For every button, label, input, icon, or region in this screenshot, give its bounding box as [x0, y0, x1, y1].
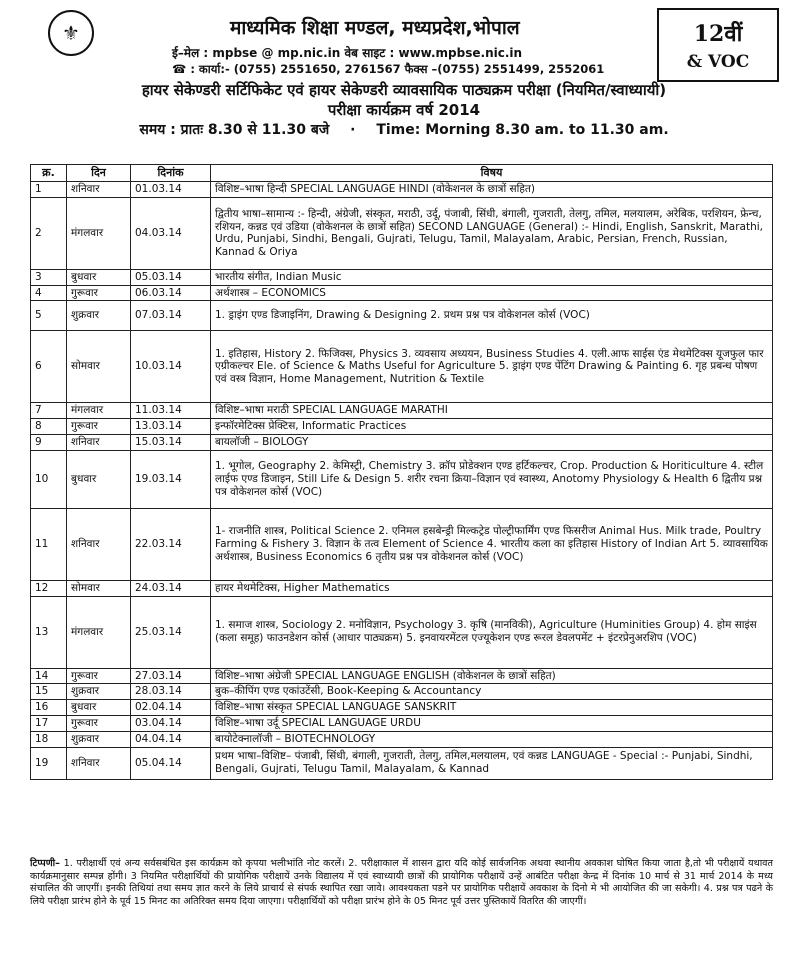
row-sn: 11: [31, 508, 67, 580]
row-day: सोमवार: [67, 580, 131, 596]
row-day: मंगलवार: [67, 596, 131, 668]
row-sn: 7: [31, 403, 67, 419]
row-subject: इन्फॉरमेटिक्स प्रेक्टिस, Informatic Practices: [211, 419, 773, 435]
row-subject: 1. ड्राइंग एण्ड डिजाइनिंग, Drawing & Designing 2. प्रथम प्रश्न पत्र वोकेशनल कोर्स (VOC): [211, 301, 773, 331]
row-day: सोमवार: [67, 331, 131, 403]
row-date: 15.03.14: [131, 434, 211, 450]
table-row: [31, 450, 773, 508]
row-date: 05.04.14: [131, 747, 211, 779]
time-hindi: समय : प्रातः 8.30 से 11.30 बजे: [139, 122, 330, 138]
table-row: [31, 731, 773, 747]
row-day: गुरूवार: [67, 715, 131, 731]
schedule-rows: [31, 182, 773, 780]
notes: [30, 858, 773, 909]
row-day: गुरूवार: [67, 668, 131, 684]
row-date: 27.03.14: [131, 668, 211, 684]
row-subject: विशिष्ट–भाषा संस्कृत SPECIAL LANGUAGE SANSKRIT: [211, 700, 773, 716]
table-row: [31, 301, 773, 331]
row-day: बुधवार: [67, 269, 131, 285]
row-subject: विशिष्ट–भाषा हिन्दी SPECIAL LANGUAGE HINDI (वोकेशनल के छात्रों सहित): [211, 182, 773, 198]
table-row: [31, 403, 773, 419]
row-subject: विशिष्ट–भाषा अंग्रेजी SPECIAL LANGUAGE ENGLISH (वोकेशनल के छात्रों सहित): [211, 668, 773, 684]
row-day: शनिवार: [67, 508, 131, 580]
row-subject: बायोटेक्नालॉजी – BIOTECHNOLOGY: [211, 731, 773, 747]
row-subject: बुक–कीपिंग एण्ड एकांउटेंसी, Book-Keeping & Accountancy: [211, 684, 773, 700]
header-sn: क्र.: [31, 165, 67, 182]
row-sn: 6: [31, 331, 67, 403]
row-sn: 18: [31, 731, 67, 747]
row-subject: द्वितीय भाषा–सामान्य :- हिन्दी, अंग्रेजी, संस्कृत, मराठी, उर्दू, पंजाबी, सिंधी, बंगाली, गुजराती, तेलगु, तमिल, मलयालम, अरेबिक, परशियन, फ्रेन्च, रशियन, कन्नड एवं उडिया (वोकेशनल के छात्रों सहित) SECOND LANGUAGE (General) :- Hindi, English, Sanskrit, Marathi, Urdu, Punjabi, Sindhi, Bengali, Gujrati, Telugu, Tamil, Malayalam, Arabic, Persian, French, Russian, Kannad & Oriya: [211, 197, 773, 269]
row-day: मंगलवार: [67, 403, 131, 419]
header-date: दिनांक: [131, 165, 211, 182]
logo-emblem-icon: ⚜: [62, 21, 80, 45]
row-subject: 1. इतिहास, History 2. फिजिक्स, Physics 3. व्यवसाय अध्ययन, Business Studies 4. एली.आफ साईस एंड मेथमेटिक्स यूजफुल फार एग्रीकल्चर Ele. of Science & Maths Useful for Agriculture 5. ड्राइंग एण्ड पेंटिंग Drawing & Painting 6. गृह प्रबन्ध पोषण एवं वस्त्र विज्ञान, Home Management, Nutrition & Textile: [211, 331, 773, 403]
row-day: शुक्रवार: [67, 301, 131, 331]
class-label: 12वीं: [693, 21, 743, 47]
table-row: [31, 182, 773, 198]
row-subject: अर्थशास्त्र – ECONOMICS: [211, 285, 773, 301]
table-row: [31, 197, 773, 269]
note-text: 1. परीक्षार्थी एवं अन्य सर्वसबंधित इस कार्यक्रम को कृपया भलीभांति नोट करलें। 2. परीक्षाकाल में शासन द्वारा यदि कोई सार्वजनिक अथवा स्थानीय अवकाश घोषित किया जाता है,तो भी परीक्षायें यथावत कार्यक्रमानुसार सम्पन्न होंगी। 3 नियमित परीक्षार्थियों की प्रायोगिक परीक्षायें उनके विद्यालय में एवं स्वाध्यायी छात्रों की प्रायोगिक परीक्षायें उन्हें आबंटित परीक्षा केन्द्र में दिनांक 10 मार्च से 31 मार्च 2014 के मध्य संचालित की जाएगीं। इनकी तिथियां तथा समय ज्ञात करने के लिये प्राचार्य से संपर्क स्थापित रखा जावे। आवश्यकता पडने पर प्रायोगिक परीक्षायें अवकाश के दिनो मे भी आयोजित की जा सकेगी। 4. प्रश्न पत्र पढने के लिये परीक्षा प्रारंभ होने के पूर्व 15 मिनट का अतिरिक्त समय दिया जाएगा। परीक्षार्थियों को परीक्षा प्रारंभ होने के 05 मिनट पूर्व उत्तर पुस्तिकायें वितरित की जाएगीं।: [30, 858, 773, 907]
table-row: [31, 419, 773, 435]
row-date: 02.04.14: [131, 700, 211, 716]
row-sn: 3: [31, 269, 67, 285]
table-row: [31, 684, 773, 700]
row-day: शनिवार: [67, 747, 131, 779]
row-date: 05.03.14: [131, 269, 211, 285]
row-date: 04.04.14: [131, 731, 211, 747]
class-box: [657, 8, 779, 82]
row-sn: 2: [31, 197, 67, 269]
row-sn: 12: [31, 580, 67, 596]
row-subject: विशिष्ट–भाषा मराठी SPECIAL LANGUAGE MARATHI: [211, 403, 773, 419]
class-sub-label: & VOC: [686, 52, 750, 72]
table-row: [31, 269, 773, 285]
row-day: शनिवार: [67, 434, 131, 450]
time-english: Time: Morning 8.30 am. to 11.30 am.: [376, 122, 669, 138]
row-day: मंगलवार: [67, 197, 131, 269]
exam-timing: [34, 120, 774, 139]
table-row: [31, 596, 773, 668]
row-date: 22.03.14: [131, 508, 211, 580]
row-sn: 1: [31, 182, 67, 198]
org-name: माध्यमिक शिक्षा मण्डल, मध्यप्रदेश,भोपाल: [230, 17, 520, 39]
table-row: [31, 508, 773, 580]
row-sn: 14: [31, 668, 67, 684]
time-separator: ·: [350, 122, 356, 138]
row-subject: हायर मेथमेटिक्स, Higher Mathematics: [211, 580, 773, 596]
table-row: [31, 700, 773, 716]
row-date: 25.03.14: [131, 596, 211, 668]
row-subject: 1. भूगोल, Geography 2. केमिस्ट्री, Chemistry 3. क्रॉप प्रोडेक्शन एण्ड हर्टिकल्चर, Crop. Production & Horiticulture 4. स्टील लाईफ एण्ड डिजाइन, Still Life & Design 5. शरीर रचना क्रिया–विज्ञान एवं स्वास्थ्य, Anotomy Physiology & Health 6 द्वितीय प्रश्न पत्र वोकेशनल कोर्स (VOC): [211, 450, 773, 508]
table-row: [31, 715, 773, 731]
row-sn: 9: [31, 434, 67, 450]
row-day: गुरूवार: [67, 419, 131, 435]
table-row: [31, 747, 773, 779]
table-header-row: [31, 165, 773, 182]
row-subject: 1. समाज शास्त्र, Sociology 2. मनोविज्ञान, Psychology 3. कृषि (मानविकी), Agriculture (Huminities Group) 4. होम साइंस (कला समूह) फाउनडेशन कोर्स (आधार पाठ्यक्रम) 5. इनवायरमेंटल एज्यूकेशन एण्ड रूरल डेवलपमेंट + इंटरप्रेनुअरशिप (VOC): [211, 596, 773, 668]
header-day: दिन: [67, 165, 131, 182]
row-subject: विशिष्ट–भाषा उर्दू SPECIAL LANGUAGE URDU: [211, 715, 773, 731]
row-subject: प्रथम भाषा–विशिष्ट– पंजाबी, सिंधी, बंगाली, गुजराती, तेलगु, तमिल,मलयालम, एवं कन्नड LANGUAGE - Special :- Punjabi, Sindhi, Bengali, Gujrati, Telugu Tamil, Malayalam, & Kannad: [211, 747, 773, 779]
row-date: 10.03.14: [131, 331, 211, 403]
row-date: 11.03.14: [131, 403, 211, 419]
phone-line: ☎ : कार्या:- (0755) 2551650, 2761567 फैक्स –(0755) 2551499, 2552061: [172, 62, 605, 76]
row-date: 19.03.14: [131, 450, 211, 508]
row-date: 01.03.14: [131, 182, 211, 198]
row-subject: बायलॉजी – BIOLOGY: [211, 434, 773, 450]
row-date: 06.03.14: [131, 285, 211, 301]
table-row: [31, 331, 773, 403]
row-day: शुक्रवार: [67, 731, 131, 747]
row-date: 03.04.14: [131, 715, 211, 731]
table-row: [31, 668, 773, 684]
row-sn: 16: [31, 700, 67, 716]
row-sn: 15: [31, 684, 67, 700]
note-label: टिप्पणी–: [30, 858, 60, 869]
row-sn: 13: [31, 596, 67, 668]
row-sn: 4: [31, 285, 67, 301]
exam-year-title: परीक्षा कार्यक्रम वर्ष 2014: [327, 101, 481, 119]
row-day: शनिवार: [67, 182, 131, 198]
header-subject: विषय: [211, 165, 773, 182]
schedule-table: [30, 164, 773, 780]
table-row: [31, 285, 773, 301]
row-date: 24.03.14: [131, 580, 211, 596]
row-day: बुधवार: [67, 450, 131, 508]
table-row: [31, 434, 773, 450]
row-subject: भारतीय संगीत, Indian Music: [211, 269, 773, 285]
board-logo: [48, 10, 94, 56]
row-day: बुधवार: [67, 700, 131, 716]
row-date: 28.03.14: [131, 684, 211, 700]
row-sn: 5: [31, 301, 67, 331]
row-sn: 10: [31, 450, 67, 508]
row-sn: 19: [31, 747, 67, 779]
row-date: 13.03.14: [131, 419, 211, 435]
row-day: शुक्रवार: [67, 684, 131, 700]
row-sn: 17: [31, 715, 67, 731]
row-subject: 1- राजनीति शास्त्र, Political Science 2. एनिमल हसबेन्ड्री मिल्कट्रेड पोल्ट्रीफार्मिंग एण्ड फिसरीज Animal Hus. Milk trade, Poultry Farming & Fishery 3. विज्ञान के तत्व Element of Science 4. भारतीय कला का इतिहास History of Indian Art 5. व्यावसायिक अर्थशास्त्र, Business Economics 6 तृतीय प्रश्न पत्र वोकेशनल कोर्स (VOC): [211, 508, 773, 580]
table-row: [31, 580, 773, 596]
row-sn: 8: [31, 419, 67, 435]
exam-title: हायर सेकेण्डरी सर्टिफिकेट एवं हायर सेकेण्डरी व्यावसायिक पाठ्यक्रम परीक्षा (नियमित/स्वाध्यायी): [141, 81, 667, 99]
email-website-line: ई–मेल : mpbse @ mp.nic.in वेब साइट : www.mpbse.nic.in: [172, 46, 523, 60]
row-day: गुरूवार: [67, 285, 131, 301]
row-date: 04.03.14: [131, 197, 211, 269]
row-date: 07.03.14: [131, 301, 211, 331]
